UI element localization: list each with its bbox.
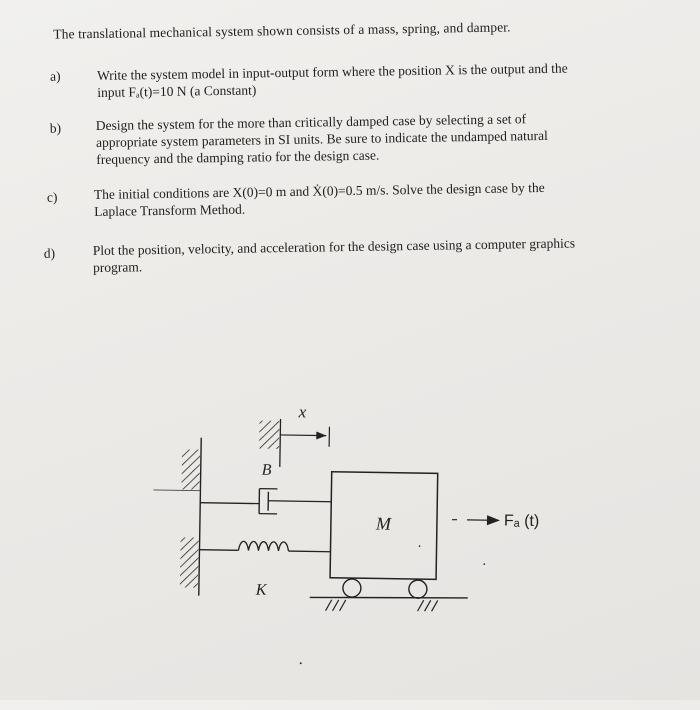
- item-a-line-2: input Fₐ(t)=10 N (a Constant): [97, 77, 568, 101]
- item-b-label: b): [50, 121, 61, 137]
- mass-block: [330, 472, 438, 580]
- floor-hatching: [326, 599, 438, 613]
- item-c-label: c): [47, 190, 58, 206]
- item-a-label: a): [50, 69, 61, 85]
- wheels-floor: [310, 578, 468, 612]
- floor-line: [310, 595, 468, 599]
- x-label: x: [298, 402, 307, 421]
- item-d-line-1: Plot the position, velocity, and acceleration for the design case using a computer graphics: [93, 234, 576, 259]
- spring-label: K: [255, 582, 268, 599]
- position-arrow: [259, 402, 330, 468]
- problem-intro: The translational mechanical system shown consists of a mass, spring, and damper.: [53, 19, 510, 42]
- item-d-line-2: program.: [93, 251, 576, 276]
- damper-label: B: [262, 462, 272, 479]
- right-wheel: [409, 580, 427, 598]
- item-b-line-3: frequency and the damping ratio for the design case.: [96, 144, 548, 168]
- item-a-line-1: Write the system model in input-output form where the position X is the output and the: [97, 60, 568, 84]
- item-c-line-1: The initial conditions are X(0)=0 m and Ẋ(0)=0.5 m/s. Solve the design case by the: [94, 179, 545, 203]
- mass-label: M: [375, 513, 392, 533]
- item-d-label: d): [44, 246, 55, 262]
- item-c-line-2: Laplace Transform Method.: [94, 196, 545, 220]
- wall-ground: [152, 437, 201, 596]
- force-label: Fₐ (t): [504, 512, 540, 530]
- left-wheel: [343, 579, 361, 597]
- reference-hatching: [259, 421, 279, 449]
- force-arrow: [300, 509, 540, 668]
- damper: [200, 461, 332, 515]
- item-b-line-2: appropriate system parameters in SI units. Be sure to indicate the undamped natural: [96, 127, 548, 151]
- spring: [199, 541, 331, 600]
- wall-hatching-upper: [181, 449, 200, 489]
- item-b-line-1: Design the system for the more than critically damped case by selecting a set of: [96, 110, 548, 134]
- wall-hatching-lower: [180, 537, 199, 587]
